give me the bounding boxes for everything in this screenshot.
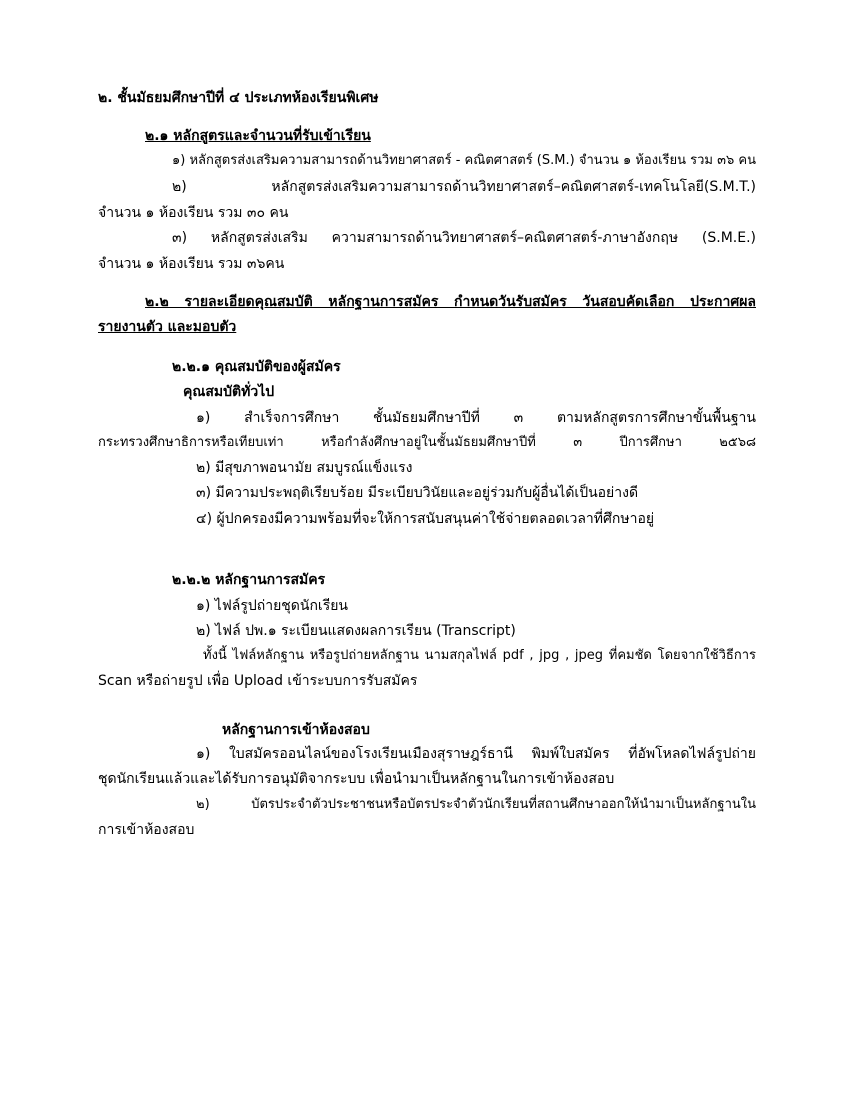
s222-note-line2: Scan หรือถ่ายรูป เพื่อ Upload เข้าระบบการรับสมัคร [98, 673, 418, 689]
s21-item2-line1: ๒) หลักสูตรส่งเสริมความสามารถด้านวิทยาศาสตร์–คณิตศาสตร์-เทคโนโลยี(S.M.T.) [172, 179, 756, 195]
s221-heading: ๒.๒.๑ คุณสมบัติของผู้สมัคร [172, 359, 341, 375]
section-title: ๒. ชั้นมัธยมศึกษาปีที่ ๔ ประเภทห้องเรียนพิเศษ [98, 90, 379, 106]
s221-item1-line1: ๑) สำเร็จการศึกษา ชั้นมัธยมศึกษาปีที่ ๓ ตามหลักสูตรการศึกษาขั้นพื้นฐาน [196, 410, 756, 426]
s22-heading-line1: ๒.๒ รายละเอียดคุณสมบัติ หลักฐานการสมัคร กำหนดวันรับสมัคร วันสอบคัดเลือก ประกาศผล [145, 294, 756, 310]
s221-subheading: คุณสมบัติทั่วไป [183, 384, 275, 400]
s222-item1: ๑) ไฟล์รูปถ่ายชุดนักเรียน [196, 598, 348, 614]
s22-heading-line2: รายงานตัว และมอบตัว [98, 319, 237, 335]
s21-item2-line2: จำนวน ๑ ห้องเรียน รวม ๓๐ คน [98, 205, 289, 221]
exam-docs-item1-line1: ๑) ใบสมัครออนไลน์ของโรงเรียนเมืองสุราษฎร์ธานี พิมพ์ใบสมัคร ที่อัพโหลดไฟล์รูปถ่าย [196, 746, 756, 762]
exam-docs-item1-line2: ชุดนักเรียนแล้วและได้รับการอนุมัติจากระบบ เพื่อนำมาเป็นหลักฐานในการเข้าห้องสอบ [98, 771, 615, 787]
s221-item2: ๒) มีสุขภาพอนามัย สมบูรณ์แข็งแรง [196, 460, 413, 476]
s21-item3-line1: ๓) หลักสูตรส่งเสริม ความสามารถด้านวิทยาศาสตร์–คณิตศาสตร์-ภาษาอังกฤษ (S.M.E.) [172, 230, 756, 246]
s221-item1-line2: กระทรวงศึกษาธิการหรือเทียบเท่า หรือกำลังศึกษาอยู่ในชั้นมัธยมศึกษาปีที่ ๓ ปีการศึกษา ๒๕๖๘ [98, 435, 756, 450]
s21-item1: ๑) หลักสูตรส่งเสริมความสามารถด้านวิทยาศาสตร์ - คณิตศาสตร์ (S.M.) จำนวน ๑ ห้องเรียน รวม ๓๖ คน [172, 153, 756, 168]
s221-item3: ๓) มีความประพฤติเรียบร้อย มีระเบียบวินัยและอยู่ร่วมกับผู้อื่นได้เป็นอย่างดี [196, 485, 639, 501]
s222-item2: ๒) ไฟล์ ปพ.๑ ระเบียนแสดงผลการเรียน (Transcript) [196, 623, 516, 639]
s21-item3-line2: จำนวน ๑ ห้องเรียน รวม ๓๖คน [98, 256, 285, 272]
s221-item4: ๔) ผู้ปกครองมีความพร้อมที่จะให้การสนับสนุนค่าใช้จ่ายตลอดเวลาที่ศึกษาอยู่ [196, 511, 655, 527]
exam-docs-heading: หลักฐานการเข้าห้องสอบ [222, 722, 370, 738]
s21-heading: ๒.๑ หลักสูตรและจำนวนที่รับเข้าเรียน [145, 128, 371, 144]
exam-docs-item2-line1: ๒) บัตรประจำตัวประชาชนหรือบัตรประจำตัวนักเรียนที่สถานศึกษาออกให้นำมาเป็นหลักฐานใน [196, 797, 756, 812]
s222-note-line1: ทั้งนี้ ไฟล์หลักฐาน หรือรูปถ่ายหลักฐาน นามสกุลไฟล์ pdf , jpg , jpeg ที่คมชัด โดยจากใช้วิธีการ [203, 648, 756, 663]
s222-heading: ๒.๒.๒ หลักฐานการสมัคร [172, 572, 326, 588]
exam-docs-item2-line2: การเข้าห้องสอบ [98, 822, 195, 838]
